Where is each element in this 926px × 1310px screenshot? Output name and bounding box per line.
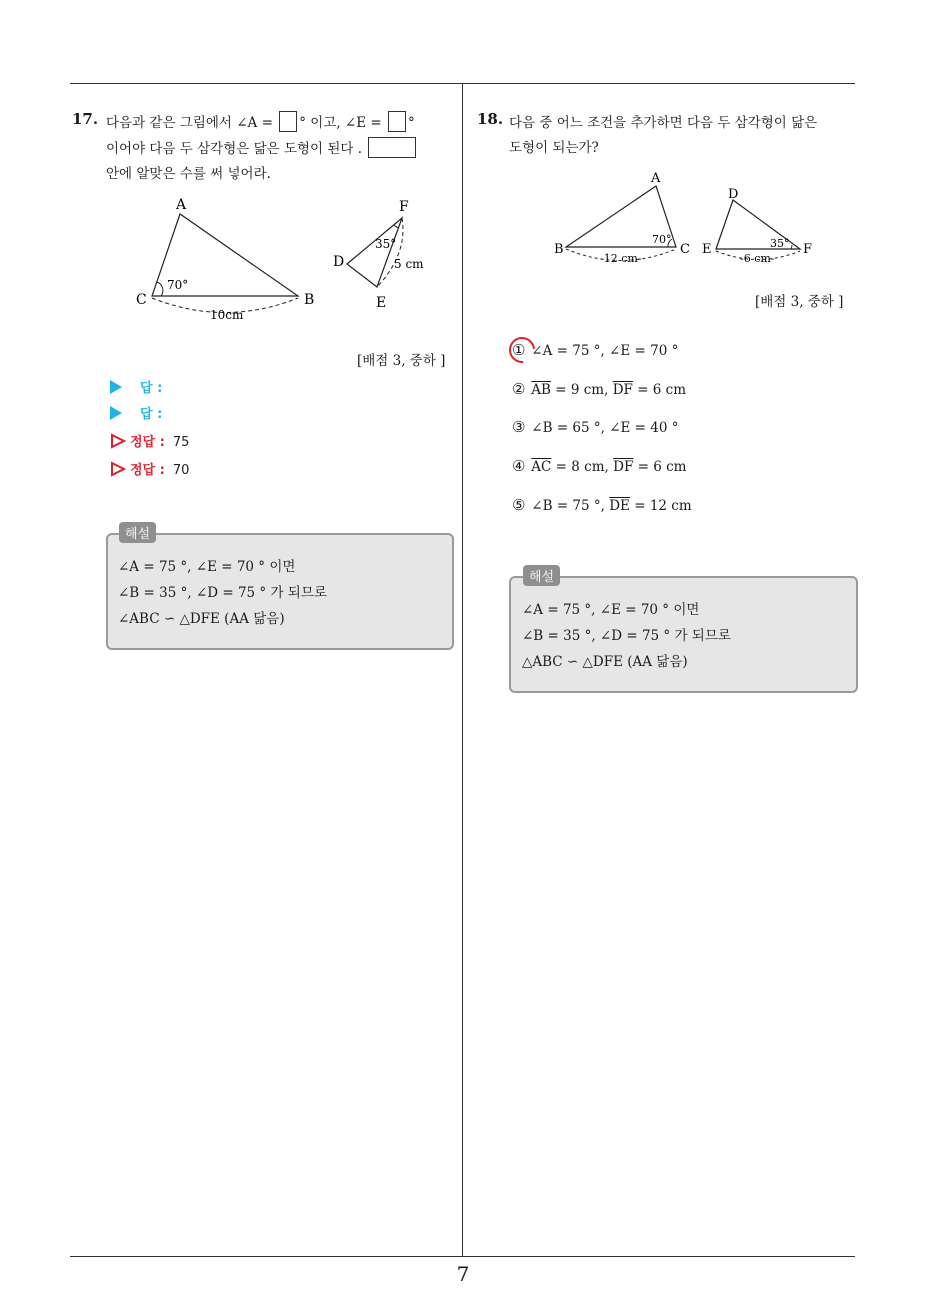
q17-number: 17. bbox=[72, 110, 99, 128]
segment-ab: $\overline{AB}$ bbox=[531, 382, 551, 398]
q18-explanation-tag: 해설 bbox=[523, 565, 560, 586]
correct-row-1 bbox=[110, 431, 189, 449]
q17-explanation-line: ∠A = 75 °, ∠E = 70 ° 이면 bbox=[118, 559, 296, 575]
answer-label: 답 : bbox=[140, 407, 163, 422]
label-base1: -12 cm- bbox=[600, 252, 642, 265]
segment-de: $\overline{DE}$ bbox=[609, 498, 630, 514]
label-side: 5 cm bbox=[394, 257, 424, 271]
option-text: ∠B = 65 °, ∠E = 40 ° bbox=[531, 420, 679, 436]
q17-meta: [배점 3, 중하 ] bbox=[357, 353, 446, 369]
q17-line1-b: ° 이고, ∠E = bbox=[299, 115, 382, 131]
q17-explanation-tag: 해설 bbox=[119, 522, 156, 543]
option-number: ② bbox=[512, 380, 526, 398]
option-4[interactable] bbox=[512, 457, 686, 475]
bottom-rule bbox=[70, 1256, 855, 1257]
answer-box-e[interactable] bbox=[388, 111, 406, 132]
option-text: ∠A = 75 °, ∠E = 70 ° bbox=[531, 343, 679, 359]
option-number: ③ bbox=[512, 418, 526, 436]
label-angle-f: 35° bbox=[375, 237, 397, 251]
option-text: = 8 cm, bbox=[551, 459, 614, 475]
label-angle-f: 35° bbox=[770, 237, 790, 250]
angle-f-arc bbox=[394, 225, 399, 228]
label-d: D bbox=[333, 254, 345, 270]
segment-df: $\overline{DF}$ bbox=[613, 459, 634, 475]
angle-c-arc bbox=[157, 282, 163, 296]
option-1[interactable] bbox=[512, 341, 678, 359]
option-text: ∠B = 75 °, bbox=[531, 498, 610, 514]
label-f: F bbox=[399, 199, 409, 215]
triangle-bullet-icon bbox=[110, 406, 122, 420]
column-divider bbox=[462, 84, 463, 1256]
answer-row-2 bbox=[110, 403, 170, 421]
answer-label: 답 : bbox=[140, 381, 163, 396]
label-base2: -6 cm- bbox=[740, 252, 775, 265]
triangle-outline-icon bbox=[110, 461, 126, 477]
label-d: D bbox=[728, 187, 739, 202]
q17-explanation-line: ∠ABC ∽ △DFE (AA 닮음) bbox=[118, 611, 285, 627]
triangle-outline-icon bbox=[110, 433, 126, 449]
q18-meta: [배점 3, 중하 ] bbox=[755, 294, 844, 310]
triangle-dfe bbox=[347, 218, 402, 287]
q18-explanation-line: ∠A = 75 °, ∠E = 70 ° 이면 bbox=[522, 602, 700, 618]
option-text: = 6 cm bbox=[633, 459, 687, 475]
label-b: B bbox=[304, 292, 315, 308]
correct-label: 정답 : bbox=[130, 435, 165, 450]
q18-line2: 도형이 되는가? bbox=[509, 140, 599, 156]
q17-figure bbox=[130, 192, 430, 327]
angle-f-arc bbox=[791, 245, 792, 249]
label-a: A bbox=[176, 197, 187, 213]
q17-line2 bbox=[106, 137, 416, 158]
correct-label: 정답 : bbox=[130, 463, 165, 478]
label-angle-c: 70° bbox=[652, 233, 672, 246]
q18-number: 18. bbox=[477, 110, 504, 128]
answer-row-1 bbox=[110, 377, 170, 395]
label-c: C bbox=[136, 292, 147, 308]
q18-figure bbox=[550, 168, 820, 268]
answer-box-wide[interactable] bbox=[368, 137, 416, 158]
q17-line3: 안에 알맞은 수를 써 넣어라. bbox=[106, 166, 271, 182]
triangle-bullet-icon bbox=[110, 380, 122, 394]
label-e: E bbox=[376, 295, 387, 311]
q17-line1-c: ° bbox=[407, 115, 415, 131]
label-base: 10cm bbox=[210, 308, 244, 322]
option-number: ⑤ bbox=[512, 496, 526, 514]
answer-box-a[interactable] bbox=[279, 111, 297, 132]
label-a: A bbox=[651, 171, 661, 186]
correct-value: 75 bbox=[172, 435, 190, 450]
option-3[interactable] bbox=[512, 418, 679, 436]
correct-row-2 bbox=[110, 459, 189, 477]
option-text: = 9 cm, bbox=[550, 382, 613, 398]
option-2[interactable] bbox=[512, 380, 686, 398]
label-c: C bbox=[680, 242, 690, 257]
correct-value: 70 bbox=[172, 463, 190, 478]
label-e: E bbox=[702, 242, 712, 257]
label-angle-c: 70° bbox=[167, 278, 189, 292]
label-b: B bbox=[554, 242, 564, 257]
q18-explanation-line: △ABC ∽ △DFE (AA 닮음) bbox=[522, 654, 688, 670]
q18-line1: 다음 중 어느 조건을 추가하면 다음 두 삼각형이 닮은 bbox=[509, 115, 818, 131]
q17-line1 bbox=[106, 111, 415, 132]
segment-df: $\overline{DF}$ bbox=[612, 382, 633, 398]
option-number: ① bbox=[512, 341, 526, 359]
segment-ac: $\overline{AC}$ bbox=[531, 459, 552, 475]
option-5[interactable] bbox=[512, 496, 692, 514]
q18-explanation-line: ∠B = 35 °, ∠D = 75 ° 가 되므로 bbox=[522, 628, 731, 644]
q17-line1-a: 다음과 같은 그림에서 ∠A = bbox=[106, 115, 273, 131]
q17-line2-text: 이어야 다음 두 삼각형은 닮은 도형이 된다 . bbox=[106, 141, 363, 157]
q17-explanation-line: ∠B = 35 °, ∠D = 75 ° 가 되므로 bbox=[118, 585, 327, 601]
option-text: = 6 cm bbox=[632, 382, 687, 398]
page-number: 7 bbox=[456, 1262, 470, 1286]
label-f: F bbox=[803, 242, 813, 257]
option-text: = 12 cm bbox=[629, 498, 692, 514]
option-number: ④ bbox=[512, 457, 526, 475]
